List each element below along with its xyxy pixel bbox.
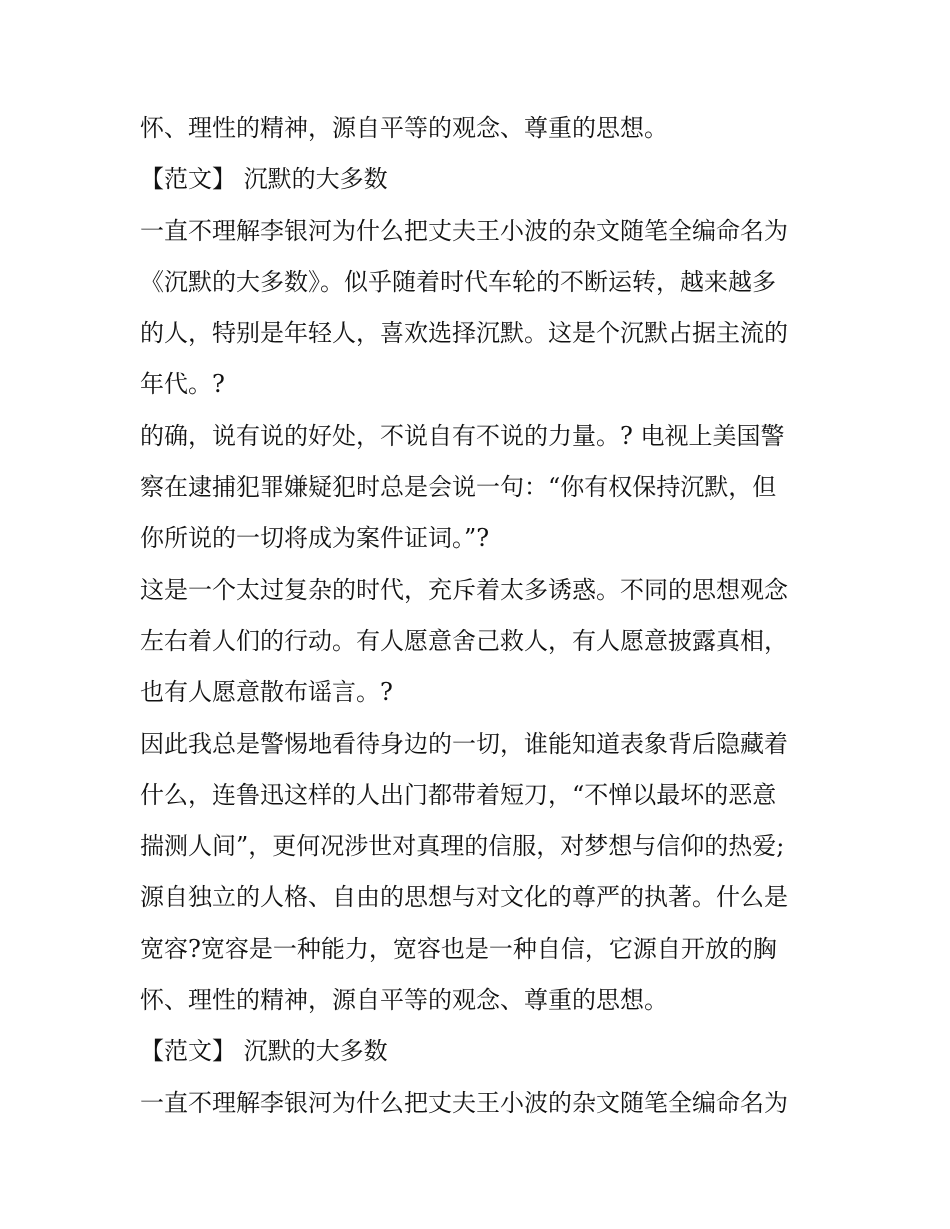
text-line: 《沉默的大多数》。似乎随着时代车轮的不断运转，越来越多 <box>140 267 776 296</box>
text-line: 什么，连鲁迅这样的人出门都带着短刀，“不惮以最坏的恶意 <box>140 780 777 809</box>
document-body <box>140 103 820 1129</box>
section-heading: 【范文】 沉默的大多数 <box>140 1037 388 1066</box>
text-line: 察在逮捕犯罪嫌疑犯时总是会说一句：“你有权保持沉默，但 <box>140 473 777 502</box>
text-line: 这是一个太过复杂的时代，充斥着太多诱惑。不同的思想观念 <box>140 575 788 604</box>
text-line: 你所说的一切将成为案件证词。”? <box>140 524 490 553</box>
text-line: 揣测人间”，更何况涉世对真理的信服，对梦想与信仰的热爱; <box>140 832 785 861</box>
text-line: 左右着人们的行动。有人愿意舍己救人，有人愿意披露真相， <box>140 626 788 655</box>
text-line: 怀、理性的精神，源自平等的观念、尊重的思想。 <box>140 114 668 142</box>
text-line: 因此我总是警惕地看待身边的一切，谁能知道表象背后隐藏着 <box>140 729 788 758</box>
text-line: 源自独立的人格、自由的思想与对文化的尊严的执著。什么是 <box>140 883 788 912</box>
text-line: 也有人愿意散布谣言。? <box>140 678 393 707</box>
text-line: 宽容?宽容是一种能力，宽容也是一种自信，它源自开放的胸 <box>140 934 777 963</box>
text-line: 年代。? <box>140 370 225 399</box>
text-line: 一直不理解李银河为什么把丈夫王小波的杂文随笔全编命名为 <box>140 216 788 245</box>
text-line: 的人，特别是年轻人，喜欢选择沉默。这是个沉默占据主流的 <box>140 319 788 348</box>
text-line: 怀、理性的精神，源自平等的观念、尊重的思想。 <box>140 986 668 1015</box>
section-heading: 【范文】 沉默的大多数 <box>140 165 388 194</box>
text-line: 一直不理解李银河为什么把丈夫王小波的杂文随笔全编命名为 <box>140 1088 788 1117</box>
text-line: 的确，说有说的好处，不说自有不说的力量。? 电视上美国警 <box>140 421 785 450</box>
